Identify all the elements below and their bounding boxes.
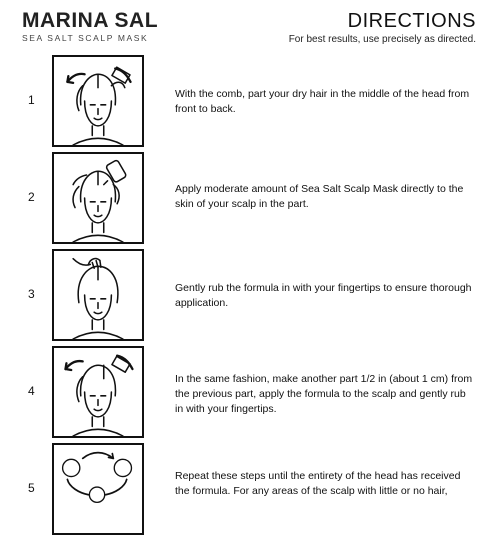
step-1 (0, 55, 500, 147)
step-2 (0, 152, 500, 244)
repeat-cycle-icon (52, 443, 144, 535)
brand-block (22, 10, 158, 43)
step-text: With the comb, part your dry hair in the middle of the head from front to back. (175, 88, 470, 115)
step-5 (0, 443, 500, 535)
page-subtitle: For best results, use precisely as directed. (288, 34, 476, 45)
step-text: In the same fashion, make another part 1/2 in (about 1 cm) from the previous part, apply the formula to the scalp and gently rub in with your fingertips. (175, 373, 473, 415)
directions-heading (289, 10, 476, 45)
step-number: 2 (28, 190, 35, 204)
step-number: 1 (28, 93, 35, 107)
woman-combing-part-icon (52, 55, 144, 147)
woman-rubbing-scalp-icon (52, 249, 144, 341)
step-text: Apply moderate amount of Sea Salt Scalp Mask directly to the skin of your scalp in the part. (175, 183, 464, 210)
step-number: 3 (28, 287, 35, 301)
step-number: 5 (28, 481, 35, 495)
step-4 (0, 346, 500, 438)
step-text: Gently rub the formula in with your fingertips to ensure thorough application. (175, 282, 472, 309)
woman-applying-mask-icon (52, 152, 144, 244)
brand-name: MARINA SAL (22, 9, 159, 32)
step-3 (0, 249, 500, 341)
step-number: 4 (28, 384, 35, 398)
brand-subtitle: SEA SALT SCALP MASK (22, 33, 149, 43)
step-text: Repeat these steps until the entirety of the head has received the formula. For any areas of the scalp with little or no hair, (175, 470, 461, 497)
woman-combing-new-part-icon (52, 346, 144, 438)
page-title: DIRECTIONS (347, 10, 476, 32)
